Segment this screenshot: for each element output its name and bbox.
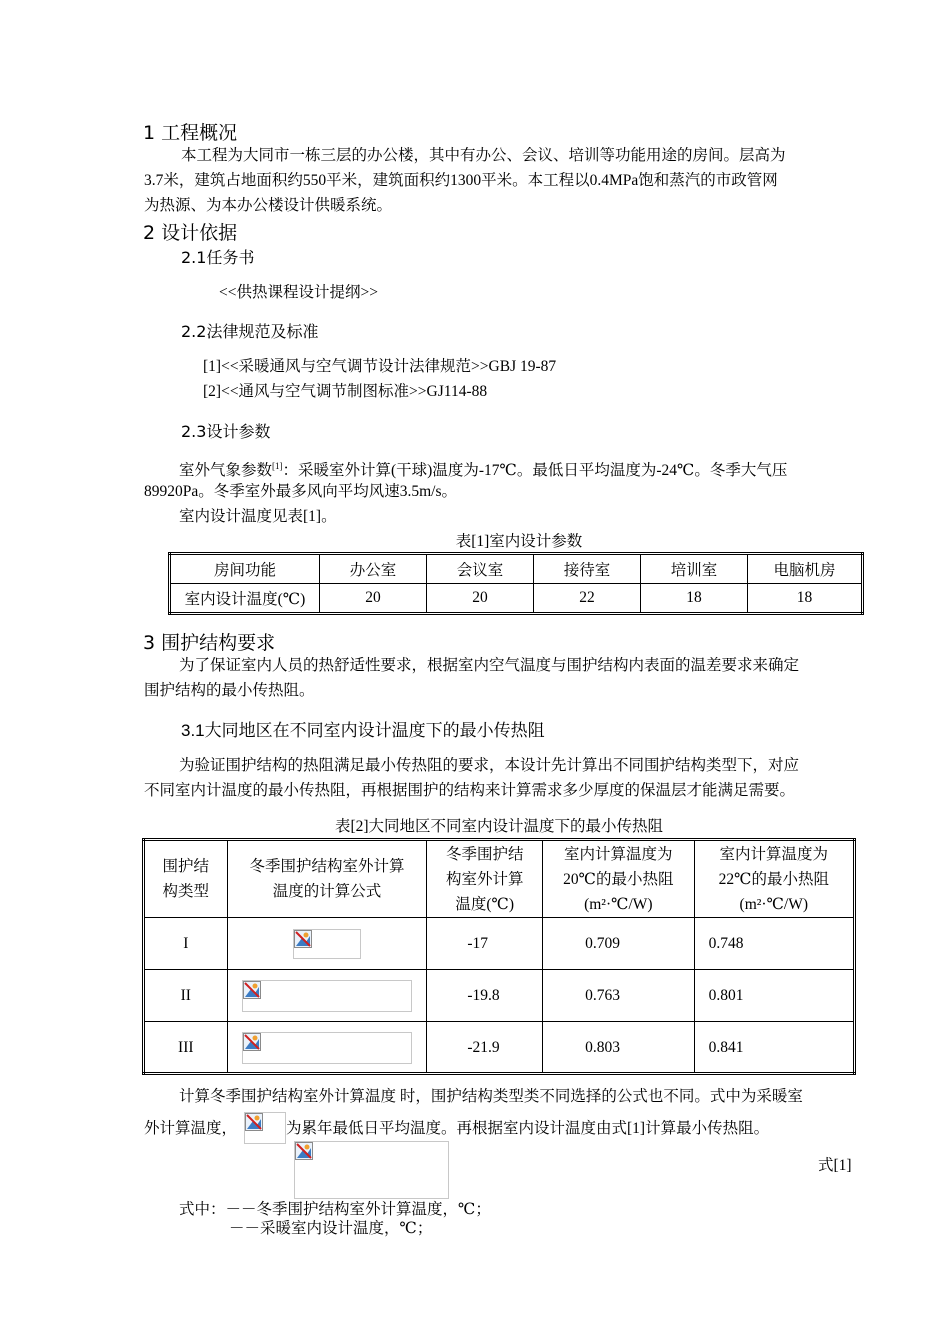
- s1-paragraph-line1: 本工程为大同市一栋三层的办公楼，其中有办公、会议、培训等功能用途的房间。层高为: [181, 147, 786, 164]
- section-2-title: 2 设计依据: [143, 222, 238, 244]
- table-cell: 0.803: [543, 1022, 695, 1074]
- subsection-3-1-title: 3.1大同地区在不同室内设计温度下的最小传热阻: [181, 721, 545, 740]
- where-line-2: －－采暖室内设计温度，℃；: [229, 1220, 433, 1237]
- table-header-cell: [427, 840, 543, 918]
- table-header-cell: 房间功能: [170, 554, 320, 584]
- header-line: 室内计算温度为: [564, 845, 673, 863]
- header-line: 温度(℃): [455, 895, 515, 913]
- table-row: [144, 1022, 855, 1074]
- formula-image-placeholder: [293, 929, 361, 959]
- indoor-temp-note: 室内设计温度见表[1]。: [179, 508, 337, 525]
- table-cell: 20: [320, 584, 427, 614]
- outdoor-params-label: 室外气象参数: [179, 462, 273, 480]
- reference-1: [1]<<采暖通风与空气调节设计法律规范>>GBJ 19-87: [203, 358, 557, 375]
- min-thermal-resistance-table: [142, 838, 856, 1075]
- table-header-cell: 办公室: [320, 554, 427, 584]
- header-line: 构类型: [162, 883, 210, 900]
- s3-paragraph-line1: 为了保证室内人员的热舒适性要求，根据室内空气温度与围护结构内表面的温差要求来确定: [179, 657, 800, 674]
- table-header-cell: [543, 840, 695, 918]
- s3-paragraph-line2: 围护结构的最小传热阻。: [144, 682, 315, 699]
- table-cell: 0.763: [543, 970, 695, 1022]
- s3-paragraph-line3: 为验证围护结构的热阻满足最小传热阻的要求，本设计先计算出不同围护结构类型下，对应: [179, 757, 800, 774]
- table-cell: 22: [534, 584, 641, 614]
- table-cell: -21.9: [427, 1022, 543, 1074]
- s1-paragraph-line2: 3.7米，建筑占地面积约550平米，建筑面积约1300平米。本工程以0.4MPa饱和蒸汽的市政管网: [144, 172, 778, 189]
- inline-formula-image-placeholder: [244, 1112, 286, 1144]
- reference-2: [2]<<通风与空气调节制图标准>>GJ114-88: [203, 383, 488, 400]
- table-row: [144, 970, 855, 1022]
- formula-cell: [227, 918, 427, 970]
- table-cell: 18: [641, 584, 748, 614]
- table-cell: 室内设计温度(℃): [170, 584, 320, 614]
- table-cell: III: [144, 1022, 228, 1074]
- header-line: 围护结: [162, 858, 210, 875]
- table-header-cell: 接待室: [534, 554, 641, 584]
- task-book-text: <<供热课程设计提纲>>: [219, 284, 378, 301]
- broken-image-icon: [295, 1142, 313, 1160]
- header-line: 冬季围护结构室外计算: [249, 858, 405, 875]
- table-header-row: [170, 554, 863, 584]
- table-row: [144, 918, 855, 970]
- outdoor-params-line2: 89920Pa。冬季室外最多风向平均风速3.5m/s。: [144, 483, 458, 500]
- header-line: 温度的计算公式: [272, 883, 382, 900]
- table-header-cell: [694, 840, 854, 918]
- table-header-cell: [144, 840, 228, 918]
- equation-label: 式[1]: [818, 1157, 852, 1174]
- table-row: [170, 584, 863, 614]
- header-line: (m²·℃/W): [739, 895, 809, 913]
- broken-image-icon: [243, 1033, 261, 1051]
- table-cell: -17: [427, 918, 543, 970]
- where-line-1: 式中：－－冬季围护结构室外计算温度，℃；: [179, 1201, 491, 1218]
- subsection-2-1-title: 2.1任务书: [181, 248, 255, 267]
- table-header-cell: [227, 840, 427, 918]
- table-cell: 0.801: [694, 970, 854, 1022]
- table-header-cell: 电脑机房: [748, 554, 863, 584]
- subsection-2-2-title: 2.2法律规范及标准: [181, 322, 319, 341]
- formula-image-placeholder: [242, 980, 412, 1012]
- table-cell: -19.8: [427, 970, 543, 1022]
- formula-cell: [227, 1022, 427, 1074]
- table-1-caption: 表[1]室内设计参数: [455, 533, 583, 550]
- header-line: (m²·℃/W): [584, 895, 653, 913]
- broken-image-icon: [245, 1113, 263, 1131]
- broken-image-icon: [294, 930, 312, 948]
- table-header-cell: 会议室: [427, 554, 534, 584]
- table-header-cell: 培训室: [641, 554, 748, 584]
- after-paragraph-line2b: 为累年最低日平均温度。再根据室内设计温度由式[1]计算最小传热阻。: [286, 1120, 770, 1137]
- after-paragraph-line2a: 外计算温度，: [144, 1120, 238, 1137]
- s3-paragraph-line4: 不同室内计温度的最小传热阻，再根据围护的结构来计算需求多少厚度的保温层才能满足需要。: [144, 782, 796, 799]
- header-line: 构室外计算: [445, 870, 524, 888]
- header-line: 室内计算温度为: [719, 845, 829, 863]
- equation-image-placeholder: [294, 1141, 449, 1199]
- citation-superscript: [1]: [272, 461, 283, 471]
- table-2-caption: 表[2]大同地区不同室内设计温度下的最小传热阻: [334, 818, 664, 835]
- table-cell: II: [144, 970, 228, 1022]
- table-cell: 0.748: [694, 918, 854, 970]
- header-line: 22℃的最小热阻: [718, 870, 829, 888]
- after-paragraph-line1: 计算冬季围护结构室外计算温度 时，围护结构类型类不同选择的公式也不同。式中为采暖室: [179, 1088, 803, 1105]
- table-header-row: [144, 840, 855, 918]
- formula-cell: [227, 970, 427, 1022]
- outdoor-params-values: ：采暖室外计算(干球)温度为-17℃。最低日平均温度为-24℃。冬季大气压: [282, 462, 788, 480]
- s1-paragraph-line3: 为热源、为本办公楼设计供暖系统。: [144, 197, 393, 214]
- table-cell: 18: [748, 584, 863, 614]
- broken-image-icon: [243, 981, 261, 999]
- table-cell: 20: [427, 584, 534, 614]
- formula-image-placeholder: [242, 1032, 412, 1064]
- subsection-2-3-title: 2.3设计参数: [181, 422, 271, 441]
- section-3-title: 3 围护结构要求: [143, 632, 276, 654]
- header-line: 20℃的最小热阻: [563, 870, 674, 888]
- table-cell: 0.841: [694, 1022, 854, 1074]
- table-cell: I: [144, 918, 228, 970]
- header-line: 冬季围护结: [445, 845, 524, 863]
- table-cell: 0.709: [543, 918, 695, 970]
- section-1-title: 1 工程概况: [143, 122, 238, 144]
- indoor-design-params-table: [168, 552, 864, 615]
